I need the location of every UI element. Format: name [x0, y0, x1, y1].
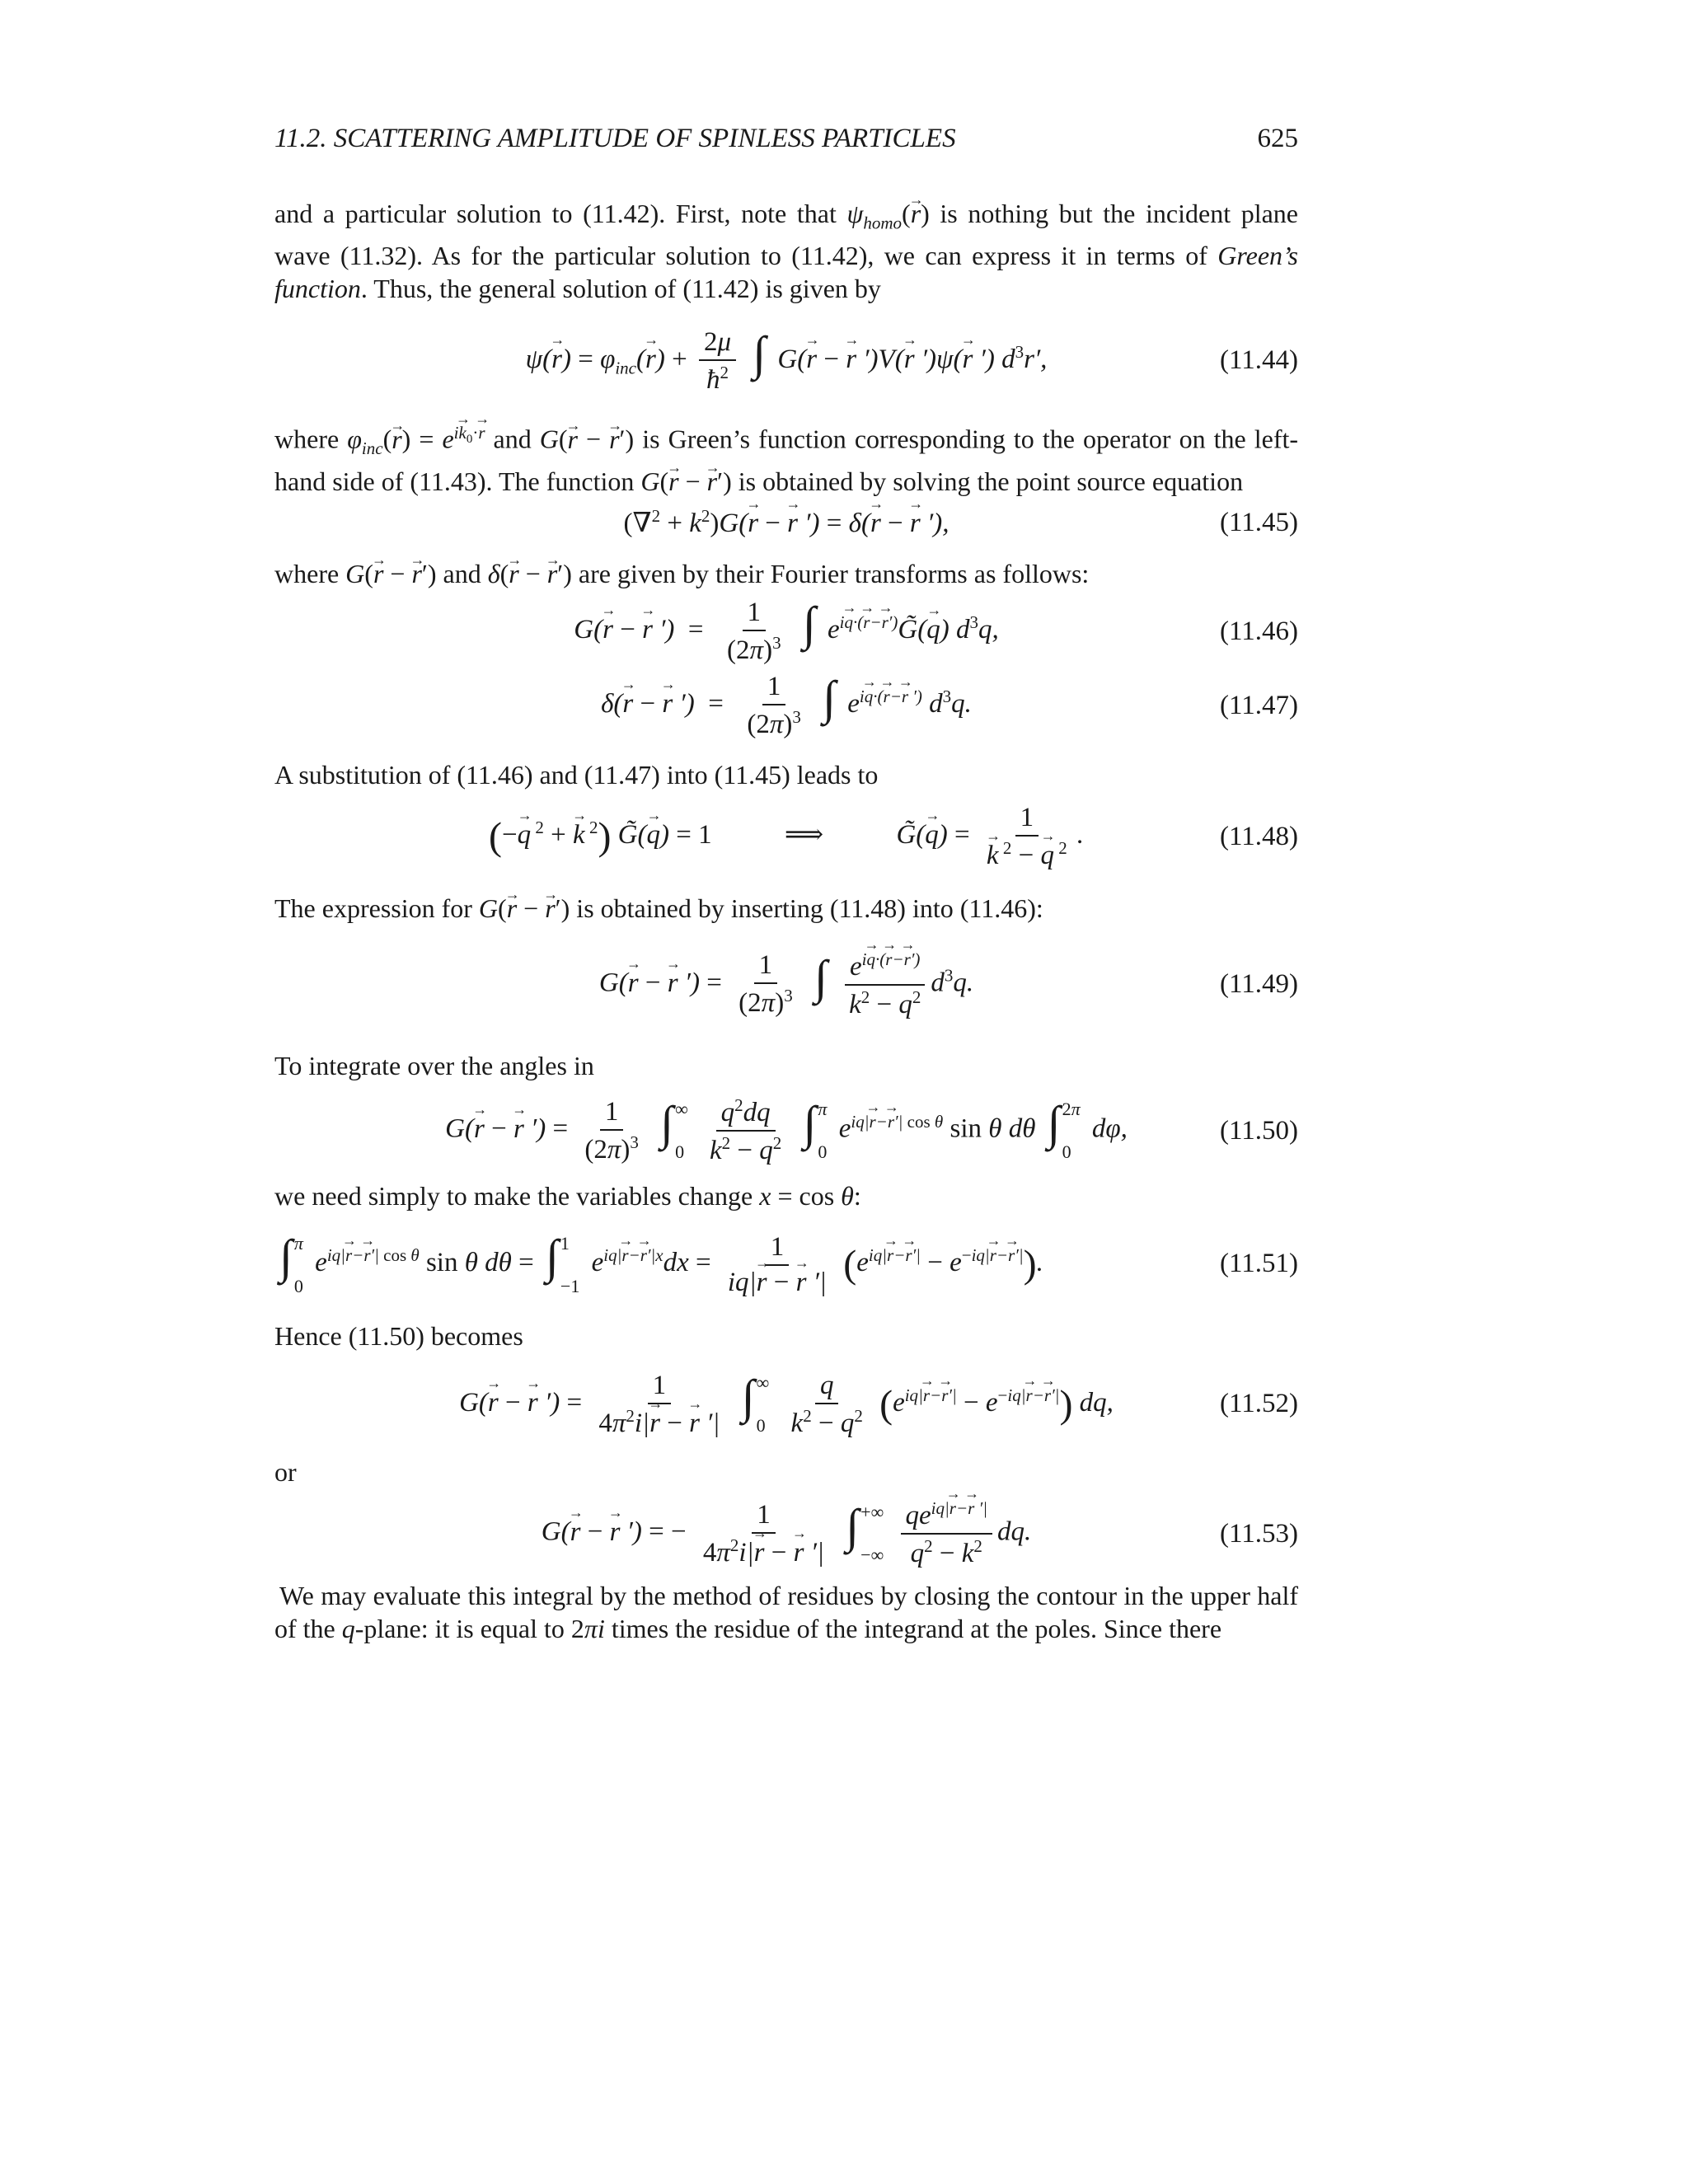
book-page	[274, 124, 1298, 1645]
paragraph-angles: To integrate over the angles in	[274, 1051, 594, 1081]
running-head	[274, 124, 1298, 165]
equation-number: (11.44)	[1219, 345, 1298, 376]
paragraph-residues: We may evaluate this integral by the method of residues by closing the contour in the upper half of the q-plane: it is equal to 2πi times the residue of the integrand at the poles. Since there	[274, 1581, 1298, 1644]
equation-11-50: G(→ r − → r ′) = $\frac{1}{(2\pi)^3}$ ∫ ∞ 0 $\frac{q^2dq}{k^2 - q^2}$ ∫ π 0 $e^{iq|\to r-\to r'| cos \theta}$ sin θ dθ ∫ 2π 0 dφ, (11.50)	[274, 1082, 1298, 1179]
equation-11-51: ∫ π 0 $e^{iq|\to r-\to r'| cos \theta}$ sin θ dθ = ∫ 1 −1 $e^{iq|\to r-\to r'|x}dx$ = $\frac{1}{iq|\to r - \to r '|}$ $(e^{iq|\to r-\to r'|} - e^{-iq|\to r-\to r'|})$. (11.51)	[274, 1212, 1298, 1315]
paragraph-intro: and a particular solution to (11.42). First, note that $\psi_{homo}(\to r)$ is nothing but the incident plane wave (11.32). As for the particular solution to (11.42), we can express it in terms of Green’s function. Thus, the general solution of (11.42) is given by	[274, 197, 1298, 305]
equation-number: (11.51)	[1219, 1248, 1298, 1278]
equation-number: (11.46)	[1219, 616, 1298, 646]
equation-11-49: G(→ r − → r ′) = $\frac{1}{(2\pi)^3}$ ∫ $\frac{e^{i\to q\cdot(\to r-\to r')}}{k^2 - q^2}$ $d^3q$. (11.49)	[274, 925, 1298, 1044]
equation-number: (11.45)	[1219, 507, 1298, 537]
paragraph-fourier: where G(→ r − → r′) and δ(→ r − → r′) are given by their Fourier transforms as follows:	[274, 557, 1298, 590]
page-number: 625	[1257, 124, 1298, 153]
equation-number: (11.50)	[1219, 1115, 1298, 1146]
equation-11-46: G(→ r − → r ′) = $\frac{1}{(2\pi)^3}$ ∫ $e^{i\to q\cdot(\to r-\to r')}G̃(\to q)$ $d^3q$, (11.46)	[274, 590, 1298, 673]
equation-11-45: $(\nabla^2 + k^2)G(\to r$ − → r ′) = δ(→ r − → r ′), (11.45)	[274, 498, 1298, 547]
equation-11-53: G(→ r − → r ′) = − $\frac{1}{4\pi^2i|\to r - \to r '|}$ ∫ +∞ −∞ $\frac{qe^{iq|\to r-\to r '|}}{q^2 - k^2}$ dq. (11.53)	[274, 1488, 1298, 1579]
paragraph-or: or	[274, 1457, 297, 1488]
paragraph-expression: The expression for G(→ r − → r′) is obtained by inserting (11.48) into (11.46):	[274, 892, 1298, 925]
equation-number: (11.53)	[1219, 1518, 1298, 1549]
equation-11-52: G(→ r − → r ′) = $\frac{1}{4\pi^2i|\to r - \to r '|}$ ∫ ∞ 0 $\frac{q}{k^2 - q^2}$ $(e^{iq|\to r-\to r'|} - e^{-iq|\to r-\to r'|})$ dq, (11.52)	[274, 1352, 1298, 1455]
equation-11-47: δ(→ r − → r ′) = $\frac{1}{(2\pi)^3}$ ∫ $e^{i\to q\cdot(\to r-\to r ')}$ $d^3q$. (11.47)	[274, 673, 1298, 738]
equation-number: (11.52)	[1219, 1389, 1298, 1419]
equation-11-44: $\psi(\to r) = \varphi_{inc}(\to r)$ + $\frac{2\mu}{ħ^2}$ ∫ G(→ r − → r ′)V(→ r ′)ψ(→ r ′) $d^3r'$, (11.44)	[274, 305, 1298, 416]
equation-number: (11.48)	[1219, 821, 1298, 851]
paragraph-green-function: where $\varphi_{inc}(\to r) = e^{i\to k_0\cdot\to r}$ and G(→ r − → r′) is Green’s function corresponding to the operator on the left-hand side of (11.43). The function G(→ r − → r′) is obtained by solving the point source equation	[274, 416, 1298, 498]
running-title: 11.2. SCATTERING AMPLITUDE OF SPINLESS PARTICLES	[274, 124, 956, 153]
equation-number: (11.47)	[1219, 690, 1298, 720]
equation-number: (11.49)	[1219, 969, 1298, 1000]
paragraph-variable-change: we need simply to make the variables change x = cos θ:	[274, 1181, 861, 1212]
paragraph-substitution: A substitution of (11.46) and (11.47) into (11.45) leads to	[274, 760, 879, 790]
equation-11-48: (−→ q $^2$ + → k $^2$) G̃(→ q) = 1 ⟹ G̃(→ q) = 1 → k $^2$ − → q $^2$ . (11.48)	[274, 791, 1298, 882]
paragraph-hence: Hence (11.50) becomes	[274, 1321, 523, 1352]
